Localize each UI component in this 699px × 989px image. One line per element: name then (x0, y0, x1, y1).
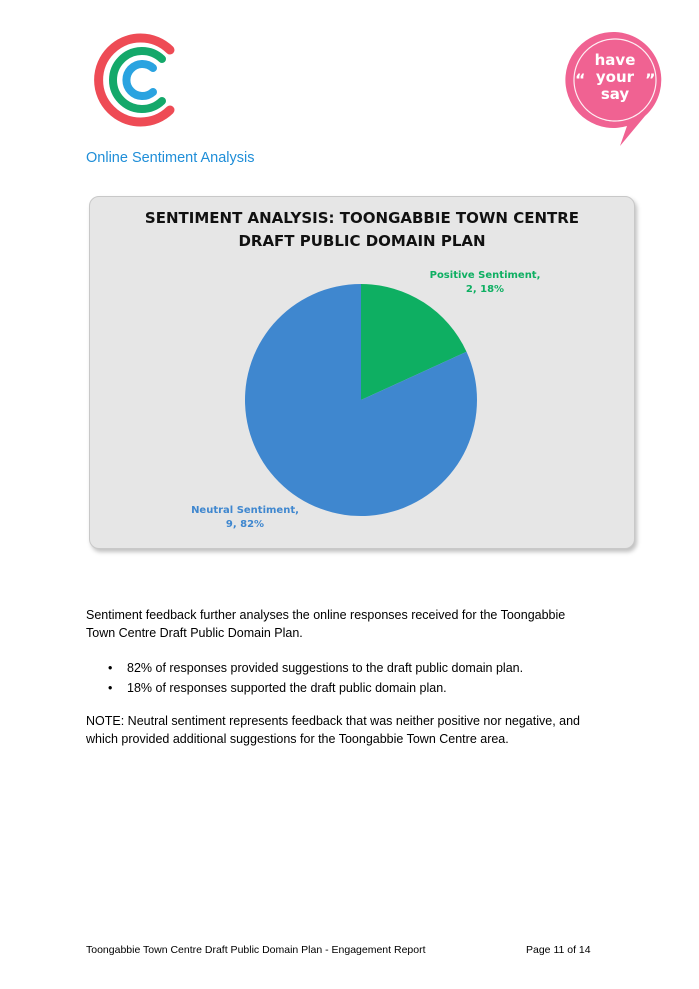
positive-label-line-2: 2, 18% (465, 284, 505, 295)
chart-title-line-2: DRAFT PUBLIC DOMAIN PLAN (238, 232, 486, 250)
footer-report-title: Toongabbie Town Centre Draft Public Domain Plan - Engagement Report (86, 944, 426, 956)
list-item (108, 678, 523, 698)
sentiment-chart (89, 196, 635, 549)
have-your-say-logo (565, 30, 665, 148)
bullet-text: 82% of responses provided suggestions to the draft public domain plan. (127, 661, 524, 675)
bullet-icon: • (108, 661, 113, 675)
note-line-1: NOTE: Neutral sentiment represents feedback that was neither positive nor negative, and (86, 714, 581, 728)
positive-slice-label (420, 269, 550, 297)
logo-arc-inner (126, 64, 153, 96)
chart-title-line-1: SENTIMENT ANALYSIS: TOONGABBIE TOWN CENTRE (144, 209, 580, 227)
intro-line-1: Sentiment feedback further analyses the online responses received for the Toongabbie (86, 608, 566, 622)
svg-text:“: “ (575, 70, 586, 89)
have-your-say-line-2: your (595, 68, 635, 86)
note-line-2: which provided additional suggestions for the Toongabbie Town Centre area. (86, 732, 509, 746)
council-logo (88, 30, 180, 130)
bullet-text: 18% of responses supported the draft public domain plan. (127, 681, 447, 695)
have-your-say-line-1: have (594, 51, 636, 69)
footer-page-number: Page 11 of 14 (526, 944, 591, 956)
intro-paragraph (86, 606, 626, 642)
neutral-label-line-1: Neutral Sentiment, (191, 505, 299, 516)
findings-list (108, 658, 523, 698)
neutral-slice-label (180, 504, 310, 532)
note-paragraph (86, 712, 626, 748)
bullet-icon: • (108, 681, 113, 695)
svg-text:”: ” (645, 70, 656, 89)
list-item (108, 658, 523, 678)
neutral-label-line-2: 9, 82% (225, 519, 265, 530)
intro-line-2: Town Centre Draft Public Domain Plan. (86, 626, 303, 640)
positive-label-line-1: Positive Sentiment, (429, 270, 541, 281)
logo-arc-middle (113, 51, 162, 109)
section-title: Online Sentiment Analysis (86, 150, 255, 166)
have-your-say-line-3: say (600, 85, 630, 103)
